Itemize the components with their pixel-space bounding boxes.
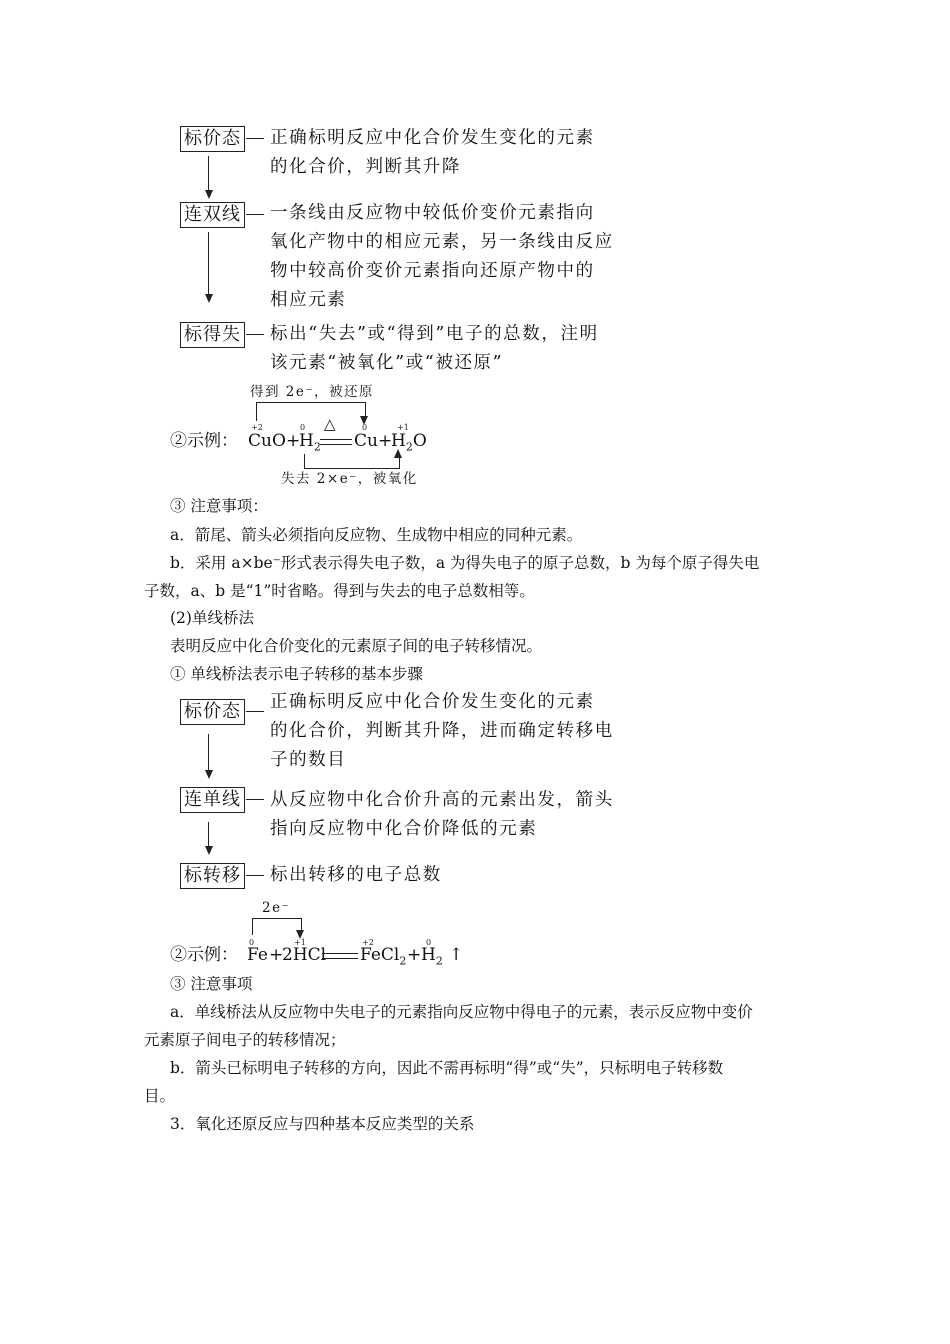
- note-a-line1: a．单线桥法从反应物中失电子的元素指向反应物中得电子的元素，表示反应物中变价: [170, 1003, 753, 1021]
- equals-line-top: [320, 439, 352, 440]
- desc-line: 相应元素: [270, 290, 347, 310]
- step-desc: [270, 199, 614, 315]
- formula-fecl2: [360, 944, 406, 972]
- electron-note: 2e⁻: [262, 900, 291, 916]
- desc-line: 物中较高价变价元素指向还原产物中的: [270, 261, 595, 281]
- gain-bracket: [256, 402, 366, 421]
- subscript: 2: [313, 440, 321, 454]
- gas-arrow-icon: ↑: [449, 945, 464, 965]
- desc-line: 正确标明反应中化合价发生变化的元素: [270, 692, 595, 712]
- connector-dash: [246, 799, 264, 800]
- step-desc: [270, 688, 614, 775]
- step-box-mark-valence: 标价态: [180, 699, 245, 725]
- desc-line: 标出转移的电子总数: [270, 865, 442, 885]
- section-heading: 3．氧化还原反应与四种基本反应类型的关系: [170, 1115, 475, 1133]
- connector-dash: [246, 875, 264, 876]
- connector-dash: [246, 711, 264, 712]
- flow-arrow-line: [208, 232, 209, 296]
- arrow-up-icon: [394, 449, 402, 458]
- ox-state: 0: [300, 423, 306, 432]
- step-desc: [270, 861, 442, 890]
- equals-line-bottom: [322, 958, 358, 959]
- arrow-down-icon: [205, 846, 213, 855]
- desc-line: 正确标明反应中化合价发生变化的元素: [270, 128, 595, 148]
- note-a-line2: 元素原子间电子的转移情况；: [144, 1031, 346, 1049]
- desc-line: 指向反应物中化合价降低的元素: [270, 819, 538, 839]
- note-b-line2: 子数，a、b 是“1”时省略。得到与失去的电子总数相等。: [144, 582, 535, 600]
- step-box-connect-double: 连双线: [180, 202, 245, 228]
- flow-arrow-line: [208, 156, 209, 192]
- ox-state: +2: [251, 423, 263, 432]
- plus-sign: +: [269, 945, 284, 965]
- note-b-line1: b．箭头已标明电子转移的方向，因此不需再标明“得”或“失”，只标明电子转移数: [170, 1059, 724, 1077]
- desc-line: 该元素“被氧化”或“被还原”: [270, 353, 504, 373]
- formula-fe: Fe: [247, 945, 268, 965]
- section-heading: (2)单线桥法: [170, 609, 254, 627]
- desc-line: 氧化产物中的相应元素，另一条线由反应: [270, 232, 614, 252]
- desc-line: 的化合价，判断其升降，进而确定转移电: [270, 721, 614, 741]
- example-label: ②示例：: [170, 431, 238, 451]
- step-desc: [270, 124, 595, 182]
- subscript: 2: [399, 954, 407, 968]
- element-h: H: [391, 431, 406, 451]
- formula-cu: Cu: [354, 431, 378, 451]
- notes-title: ③ 注意事项：: [170, 497, 268, 515]
- formula-hcl: 2HCl: [282, 945, 327, 965]
- connector-dash: [246, 214, 264, 215]
- ox-state: 0: [249, 938, 255, 947]
- heat-condition: △: [324, 415, 336, 433]
- desc-line: 从反应物中化合价升高的元素出发，箭头: [270, 790, 614, 810]
- step-box-mark-gain-loss: 标得失: [180, 322, 245, 348]
- equals-line-top: [322, 953, 358, 954]
- subscript: 2: [435, 954, 443, 968]
- desc-line: 子的数目: [270, 750, 347, 770]
- arrow-down-icon: [205, 294, 213, 303]
- element-h: H: [299, 431, 314, 451]
- ox-state: 0: [426, 938, 432, 947]
- formula-fecl: FeCl: [360, 945, 400, 965]
- step-box-mark-transfer: 标转移: [180, 863, 245, 889]
- ox-state: +1: [397, 423, 409, 432]
- desc-line: 一条线由反应物中较低价变价元素指向: [270, 203, 595, 223]
- example-label: ②示例：: [170, 945, 238, 965]
- subscript: 2: [405, 440, 413, 454]
- plus-sign: +: [378, 431, 393, 451]
- connector-dash: [246, 334, 264, 335]
- desc-line: 标出“失去”或“得到”电子的总数，注明: [270, 324, 599, 344]
- equals-line-bottom: [320, 444, 352, 445]
- element-h: H: [421, 945, 436, 965]
- arrow-down-icon: [205, 190, 213, 199]
- section-step: ① 单线桥法表示电子转移的基本步骤: [170, 665, 423, 683]
- note-b-line2: 目。: [144, 1087, 176, 1105]
- element-o: O: [412, 431, 427, 451]
- ox-state: 0: [362, 423, 368, 432]
- ox-state: +2: [362, 938, 374, 947]
- note-b-line1: b．采用 a×be⁻形式表示得失电子数，a 为得失电子的原子总数，b 为每个原子得失电: [170, 554, 760, 572]
- desc-line: 的化合价，判断其升降: [270, 157, 461, 177]
- plus-sign: +: [407, 945, 422, 965]
- plus-sign: +: [286, 431, 301, 451]
- section-desc: 表明反应中化合价变化的元素原子间的电子转移情况。: [170, 637, 543, 655]
- loss-note: 失去 2×e⁻，被氧化: [281, 471, 418, 487]
- formula-h2: [421, 944, 443, 972]
- transfer-bracket: [252, 918, 302, 935]
- connector-dash: [246, 138, 264, 139]
- step-desc: [270, 786, 614, 844]
- step-desc: [270, 320, 599, 378]
- note-a: a．箭尾、箭头必须指向反应物、生成物中相应的同种元素。: [170, 526, 583, 544]
- flow-arrow-line: [208, 822, 209, 848]
- step-box-connect-single: 连单线: [180, 787, 245, 813]
- step-box-mark-valence: 标价态: [180, 126, 245, 152]
- ox-state: +1: [294, 938, 306, 947]
- loss-bracket: [304, 454, 400, 469]
- flow-arrow-line: [208, 734, 209, 772]
- formula-cuo: CuO: [248, 431, 286, 451]
- notes-title: ③ 注意事项: [170, 975, 253, 993]
- gain-note: 得到 2e⁻，被还原: [250, 384, 374, 400]
- arrow-down-icon: [205, 770, 213, 779]
